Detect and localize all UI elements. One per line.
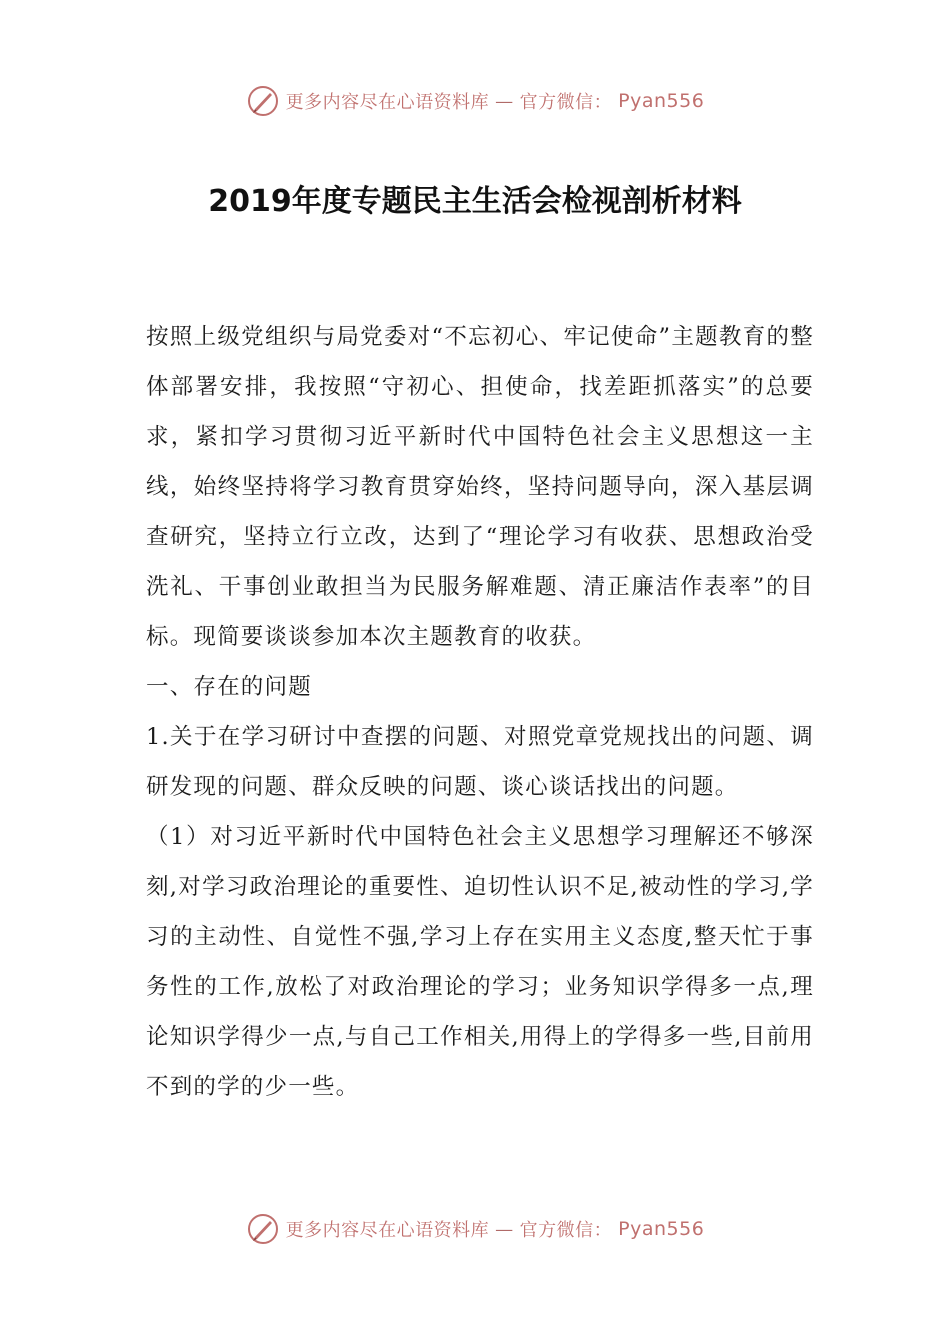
watermark-separator: —: [495, 90, 514, 112]
section-heading: 一、存在的问题: [146, 674, 312, 700]
footer-watermark: [0, 1212, 950, 1246]
quill-pen-logo-icon: [246, 1212, 280, 1246]
quill-pen-logo-icon: [246, 84, 280, 118]
paragraph-item-1: 1.关于在学习研讨中查摆的问题、对照党章党规找出的问题、调研发现的问题、群众反映的问题、谈心谈话找出的问题。: [146, 724, 814, 800]
watermark-text: 更多内容尽在心语资料库: [285, 1220, 490, 1241]
header-watermark: [0, 84, 950, 118]
paragraph-intro: 按照上级党组织与局党委对“不忘初心、牢记使命”主题教育的整体部署安排，我按照“守初心、担使命，找差距抓落实”的总要求，紧扣学习贯彻习近平新时代中国特色社会主义思想这一主线，始终坚持将学习教育贯穿始终，坚持问题导向，深入基层调查研究，坚持立行立改，达到了“理论学习有收获、思想政治受洗礼、干事创业敢担当为民服务解难题、清正廉洁作表率”的目标。现简要谈谈参加本次主题教育的收获。: [146, 324, 814, 650]
watermark-wechat-label: 官方微信：: [519, 1220, 613, 1241]
document-title: 2019年度专题民主生活会检视剖析材料: [208, 184, 742, 219]
document-body: [146, 312, 814, 1112]
watermark-wechat-id: Pyan556: [618, 1218, 705, 1240]
watermark-wechat-id: Pyan556: [618, 90, 705, 112]
paragraph-subitem-1: （1）对习近平新时代中国特色社会主义思想学习理解还不够深刻,对学习政治理论的重要性、迫切性认识不足,被动性的学习,学习的主动性、自觉性不强,学习上存在实用主义态度,整天忙于事务性的工作,放松了对政治理论的学习；业务知识学得多一点,理论知识学得少一点,与自己工作相关,用得上的学得多一些,目前用不到的学的少一些。: [146, 824, 814, 1100]
watermark-wechat-label: 官方微信：: [519, 92, 613, 113]
watermark-separator: —: [495, 1218, 514, 1240]
watermark-text: 更多内容尽在心语资料库: [285, 92, 490, 113]
